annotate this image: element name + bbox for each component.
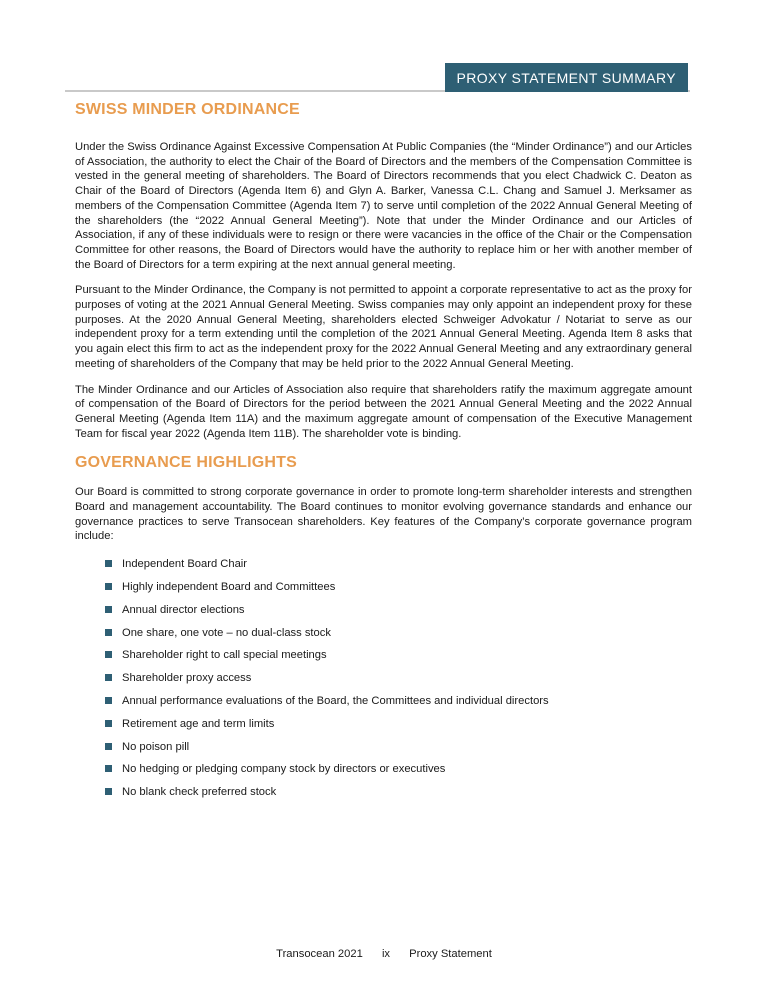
list-item-label: Shareholder right to call special meetings xyxy=(122,649,327,662)
paragraph: Under the Swiss Ordinance Against Excessive Compensation At Public Companies (the “Minder Ordinance”) and our Articles of Association, the authority to elect the Chair of the Board of Directors and the members of the Compensation Committee is vested in the general meeting of shareholders. The Board of Directors recommends that you elect Chadwick C. Deaton as Chair of the Board of Directors (Agenda Item 6) and Glyn A. Barker, Vanessa C.L. Chang and Samuel J. Merksamer as members of the Compensation Committee (Agenda Item 7) to serve until completion of the 2022 Annual General Meeting of the shareholders (the “2022 Annual General Meeting”). Note that under the Minder Ordinance and our Articles of Association, if any of these individuals were to resign or there were vacancies in the office of the Chair or the Compensation Committee for other reasons, the Board of Directors would have the authority to replace him or her with another member of the Board of Directors for a term expiring at the next annual general meeting. xyxy=(75,141,692,271)
paragraph: The Minder Ordinance and our Articles of Association also require that shareholders ratify the maximum aggregate amount of compensation of the Board of Directors for the period between the 2021 Annual General Meeting and the 2022 Annual General Meeting (Agenda Item 11A) and the maximum aggregate amount of compensation of the Executive Management Team for fiscal year 2022 (Agenda Item 11B). The shareholder vote is binding. xyxy=(75,383,692,440)
list-item-label: Shareholder proxy access xyxy=(122,672,252,685)
square-bullet-icon xyxy=(105,651,112,658)
square-bullet-icon xyxy=(105,697,112,704)
page-footer xyxy=(0,948,768,960)
list-item-label: Independent Board Chair xyxy=(122,558,248,571)
list-item-label: Annual director elections xyxy=(122,603,245,616)
square-bullet-icon xyxy=(105,606,112,613)
paragraph: Our Board is committed to strong corporate governance in order to promote long-term shareholder interests and strengthen Board and management accountability. The Board continues to monitor evolving governance standards and enhance our governance practices to serve Transocean shareholders. Key features of the Company’s corporate governance program include: xyxy=(75,486,692,543)
list-item xyxy=(75,671,692,685)
list-item-label: No blank check preferred stock xyxy=(122,786,277,799)
list-item xyxy=(75,580,692,594)
square-bullet-icon xyxy=(105,629,112,636)
list-item xyxy=(75,717,692,731)
square-bullet-icon xyxy=(105,720,112,727)
list-item xyxy=(75,694,692,708)
page-content xyxy=(75,100,692,808)
square-bullet-icon xyxy=(105,560,112,567)
list-item xyxy=(75,626,692,640)
list-item-label: No poison pill xyxy=(122,740,190,753)
list-item xyxy=(75,740,692,754)
footer-page-number: ix xyxy=(381,948,391,960)
square-bullet-icon xyxy=(105,788,112,795)
footer-company-year: Transocean 2021 xyxy=(276,948,363,960)
square-bullet-icon xyxy=(105,765,112,772)
list-item-label: Highly independent Board and Committees xyxy=(122,580,336,593)
list-item xyxy=(75,557,692,571)
square-bullet-icon xyxy=(105,583,112,590)
list-item-label: Retirement age and term limits xyxy=(122,717,275,730)
paragraph: Pursuant to the Minder Ordinance, the Company is not permitted to appoint a corporate representative to act as the proxy for purposes of voting at the 2021 Annual General Meeting. Swiss companies may only appoint an independent proxy for these purposes. At the 2020 Annual General Meeting, shareholders elected Schweiger Advokatur / Notariat to serve as our independent proxy for a term extending until the completion of the 2021 Annual General Meeting. Agenda Item 8 asks that you again elect this firm to act as the independent proxy for the 2022 Annual General Meeting and any extraordinary general meeting of shareholders of the Company that may be held prior to the 2022 Annual General Meeting. xyxy=(75,284,692,370)
list-item-label: No hedging or pledging company stock by directors or executives xyxy=(122,763,446,776)
list-item xyxy=(75,762,692,776)
list-item-label: One share, one vote – no dual-class stock xyxy=(122,626,331,639)
list-item xyxy=(75,785,692,799)
section-heading-swiss-minder-ordinance: SWISS MINDER ORDINANCE xyxy=(75,101,300,118)
governance-bullet-list xyxy=(75,557,692,799)
list-item xyxy=(75,648,692,662)
list-item-label: Annual performance evaluations of the Board, the Committees and individual directors xyxy=(122,694,549,707)
square-bullet-icon xyxy=(105,743,112,750)
list-item xyxy=(75,603,692,617)
proxy-statement-summary-banner: PROXY STATEMENT SUMMARY xyxy=(445,63,689,92)
square-bullet-icon xyxy=(105,674,112,681)
footer-document-name: Proxy Statement xyxy=(409,948,492,960)
section-heading-governance-highlights: GOVERNANCE HIGHLIGHTS xyxy=(75,454,297,472)
